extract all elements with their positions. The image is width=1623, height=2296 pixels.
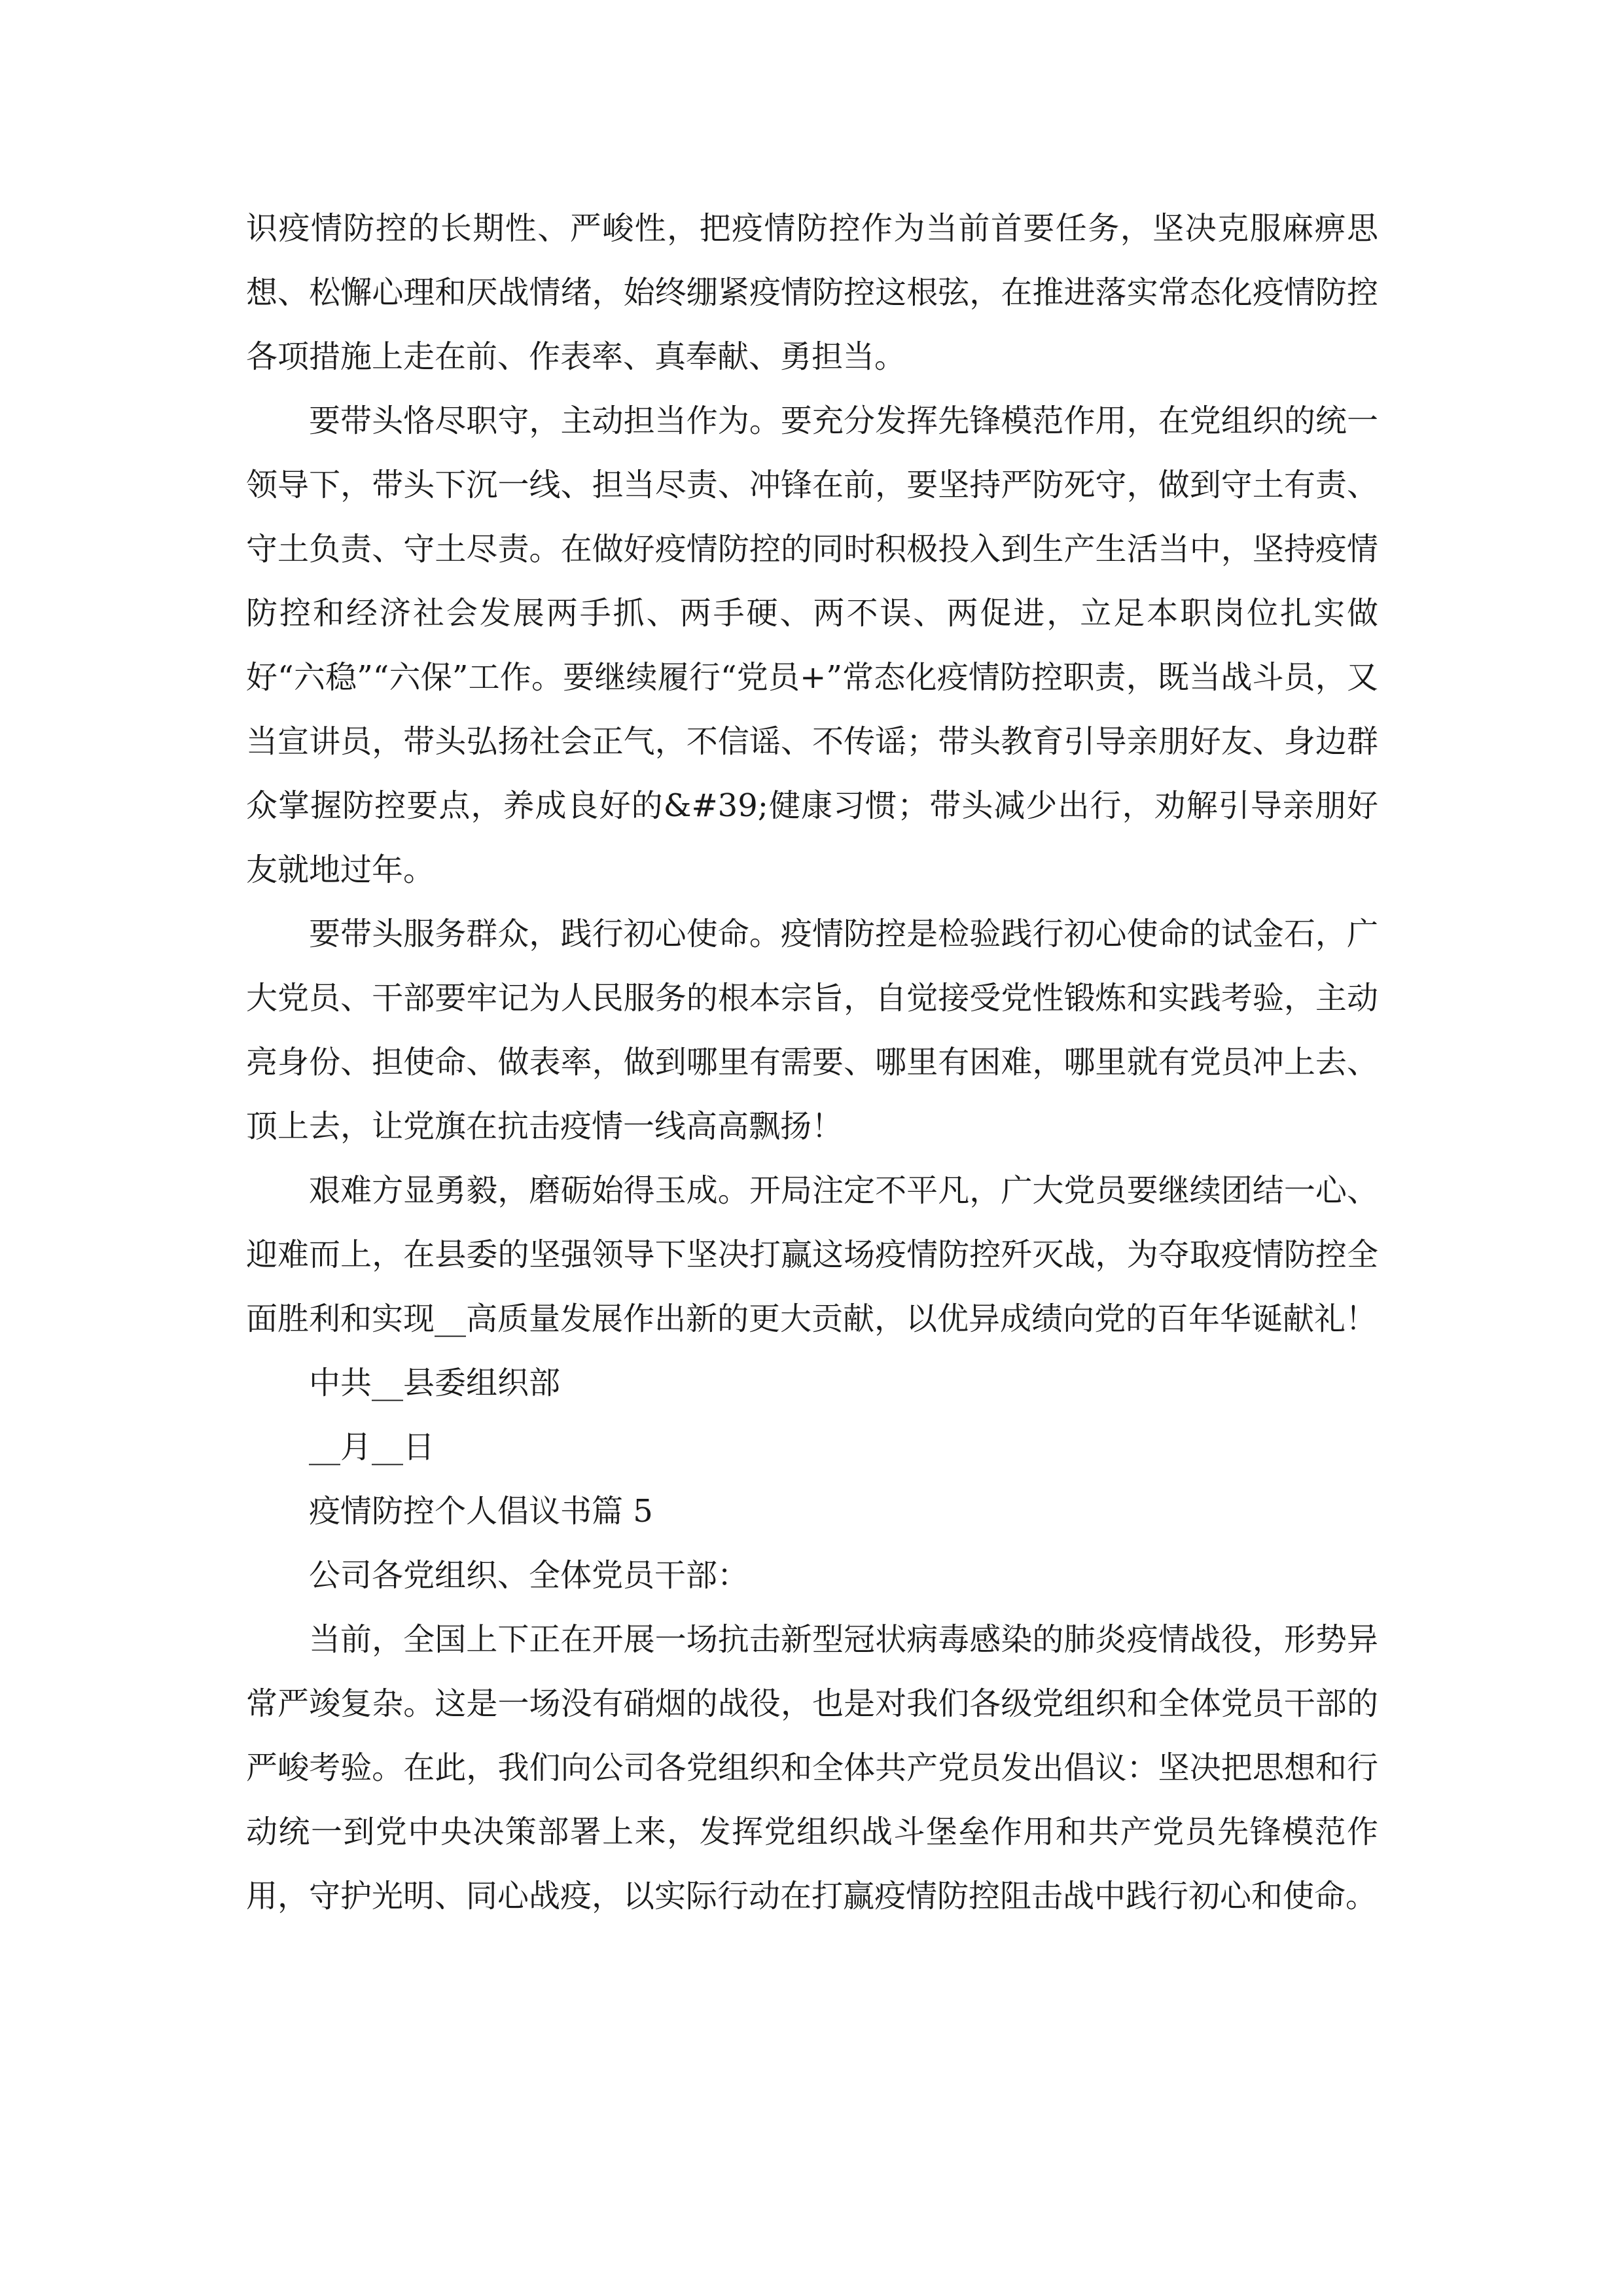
- paragraph-intro: 当前，全国上下正在开展一场抗击新型冠状病毒感染的肺炎疫情战役，形势异常严竣复杂。这是一场没有硝烟的战役，也是对我们各级党组织和全体党员干部的严峻考验。在此，我们向公司各党组织和全体共产党员发出倡议：坚决把思想和行动统一到党中央决策部署上来，发挥党组织战斗堡垒作用和共产党员先锋模范作用，守护光明、同心战疫，以实际行动在打赢疫情防控阻击战中践行初心和使命。: [246, 1621, 1378, 1914]
- salutation: 公司各党组织、全体党员干部：: [309, 1557, 749, 1594]
- paragraph-serve-masses: 要带头服务群众，践行初心使命。疫情防控是检验践行初心使命的试金石，广大党员、干部要牢记为人民服务的根本宗旨，自觉接受党性锻炼和实践考验，主动亮身份、担使命、做表率，做到哪里有需要、哪里有困难，哪里就有党员冲上去、顶上去，让党旗在抗击疫情一线高高飘扬！: [246, 916, 1378, 1145]
- signature-date: __月__日: [309, 1429, 435, 1465]
- paragraph-continuation: 识疫情防控的长期性、严峻性，把疫情防控作为当前首要任务，坚决克服麻痹思想、松懈心理和厌战情绪，始终绷紧疫情防控这根弦，在推进落实常态化疫情防控各项措施上走在前、作表率、真奉献、勇担当。: [246, 210, 1378, 375]
- paragraph-closing: 艰难方显勇毅，磨砺始得玉成。开局注定不平凡，广大党员要继续团结一心、迎难而上，在县委的坚强领导下坚决打赢这场疫情防控歼灭战，为夺取疫情防控全面胜利和实现__高质量发展作出新的更大贡献，以优异成绩向党的百年华诞献礼！: [246, 1172, 1378, 1337]
- signature-organization: 中共__县委组织部: [309, 1365, 561, 1401]
- paragraph-duty: 要带头恪尽职守，主动担当作为。要充分发挥先锋模范作用，在党组织的统一领导下，带头下沉一线、担当尽责、冲锋在前，要坚持严防死守，做到守土有责、守土负责、守土尽责。在做好疫情防控的同时积极投入到生产生活当中，坚持疫情防控和经济社会发展两手抓、两手硬、两不误、两促进，立足本职岗位扎实做好“六稳”“六保”工作。要继续履行“党员+”常态化疫情防控职责，既当战斗员，又当宣讲员，带头弘扬社会正气，不信谣、不传谣；带头教育引导亲朋好友、身边群众掌握防控要点，养成良好的&#39;健康习惯；带头减少出行，劝解引导亲朋好友就地过年。: [246, 403, 1378, 888]
- section-title: 疫情防控个人倡议书篇 5: [309, 1493, 653, 1530]
- document-body: [246, 196, 1378, 1928]
